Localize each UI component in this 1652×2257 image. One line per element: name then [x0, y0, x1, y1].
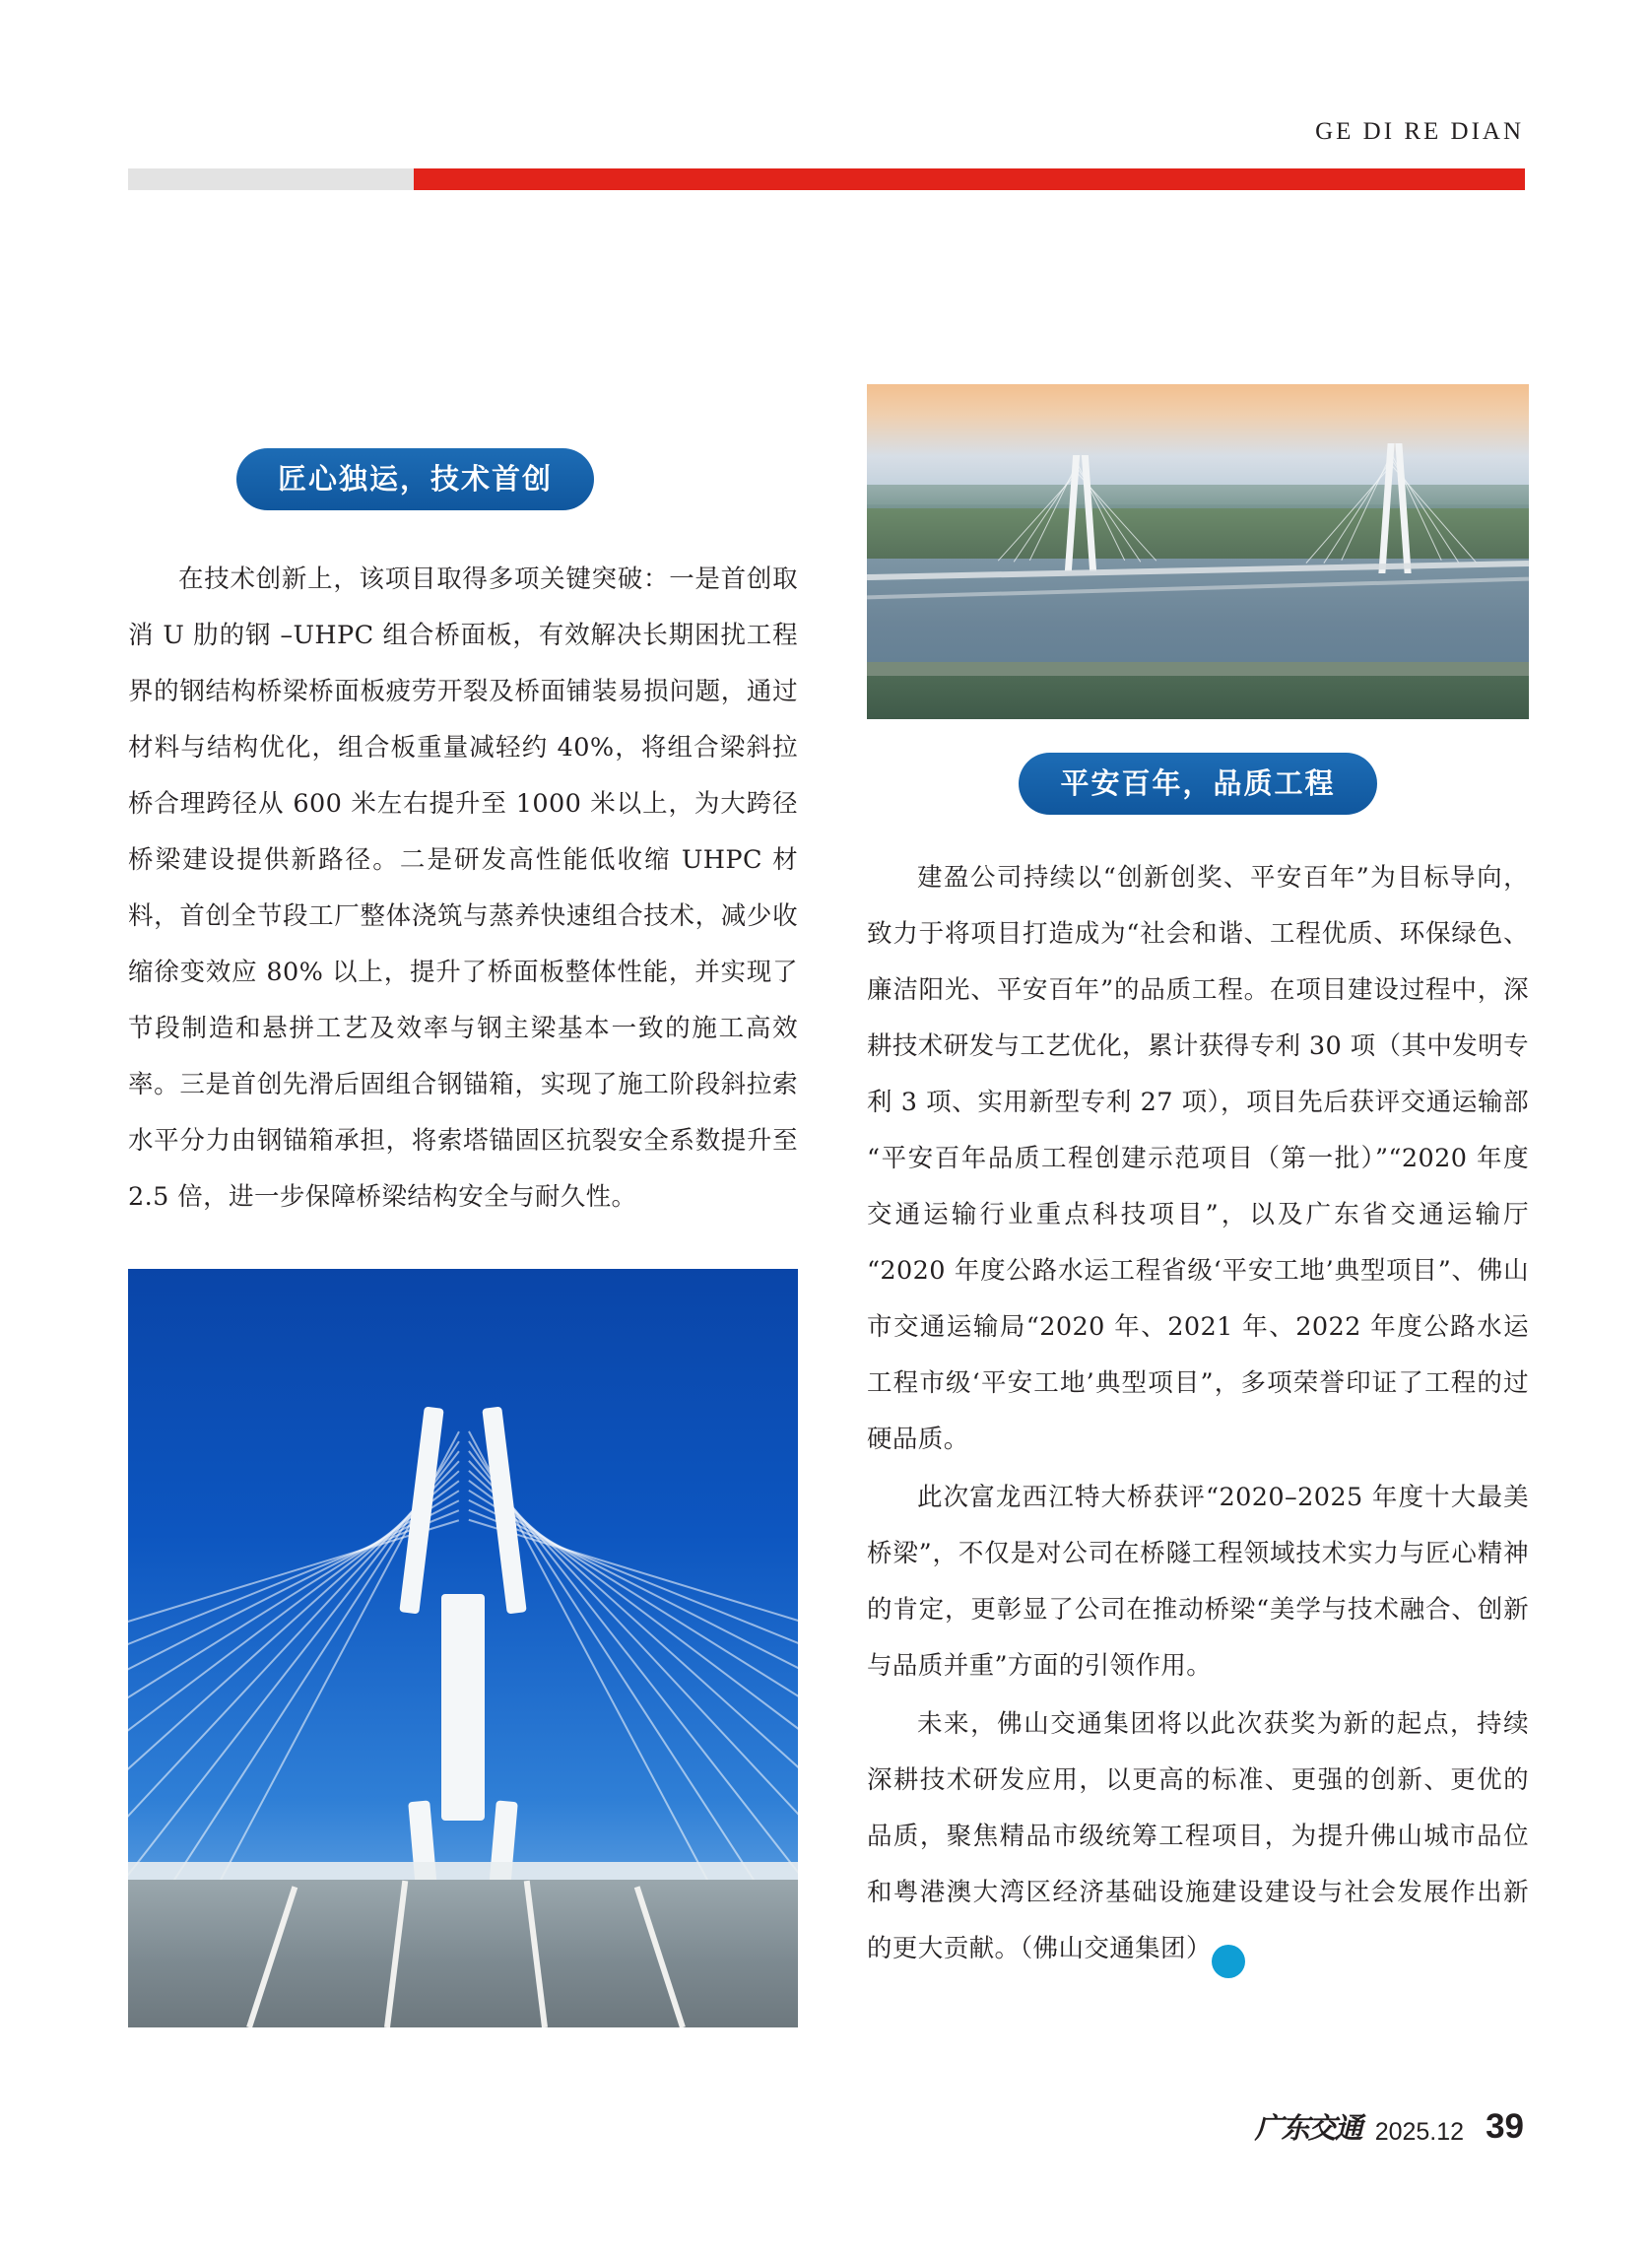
- riverbank-far: [867, 662, 1529, 676]
- section-heading-craftsmanship: 匠心独运，技术首创: [236, 448, 594, 510]
- right-paragraph-3: [867, 1696, 1529, 1978]
- right-paragraph-1: 建盈公司持续以“创新创奖、平安百年”为目标导向，致力于将项目打造成为“社会和谐、工程优质、环保绿色、廉洁阳光、平安百年”的品质工程。在项目建设过程中，深耕技术研发与工艺优化，累计获得专利 30 项（其中发明专利 3 项、实用新型专利 27 项），项目先后获评交通运输部“平安百年品质工程创建示范项目（第一批）”“2020 年度交通运输行业重点科技项目”，以及广东省交通运输厅“2020 年度公路水运工程省级‘平安工地’典型项目”、佛山市交通运输局“2020 年、2021 年、2022 年度公路水运工程市级‘平安工地’典型项目”，多项荣誉印证了工程的过硬品质。: [867, 862, 1529, 1454]
- bridge-aerial-photo: [867, 384, 1529, 719]
- right-heading-wrap: [867, 753, 1529, 815]
- left-heading-wrap: [236, 448, 798, 510]
- header-rule: [128, 168, 1525, 190]
- section-heading-quality: 平安百年，品质工程: [1019, 753, 1376, 815]
- right-paragraph-3-text: 未来，佛山交通集团将以此次获奖为新的起点，持续深耕技术研发应用，以更高的标准、更强的创新、更优的品质，聚焦精品市级统筹工程项目，为提升佛山城市品位和粤港澳大湾区经济基础设施建设建设与社会发展作出新的更大贡献。（佛山交通集团）: [867, 1708, 1529, 1963]
- issue-date: 2025.12: [1374, 2118, 1465, 2146]
- cta-logo-badge: CTA: [1212, 1945, 1245, 1978]
- bridge-tower-photo: [128, 1269, 798, 2027]
- page-number: 39: [1486, 2107, 1524, 2146]
- running-head: GE DI RE DIAN: [1315, 118, 1524, 145]
- page-footer: [1255, 2106, 1524, 2147]
- right-paragraph-2: 此次富龙西江特大桥获评“2020–2025 年度十大最美桥梁”，不仅是对公司在桥隧工程领域技术实力与匠心精神的肯定，更彰显了公司在推动桥梁“美学与技术融合、创新与品质并重”方面的引领作用。: [867, 1482, 1529, 1681]
- header-rule-grey: [128, 168, 414, 190]
- header-rule-red: [414, 168, 1525, 190]
- right-column: [867, 384, 1529, 1980]
- roadway: [128, 1880, 798, 2027]
- masthead-logo: 广东交通: [1254, 2111, 1361, 2145]
- pylon-shaft: [441, 1594, 485, 1821]
- left-paragraph-1: 在技术创新上，该项目取得多项关键突破：一是首创取消 U 肋的钢 –UHPC 组合桥面板，有效解决长期困扰工程界的钢结构桥梁桥面板疲劳开裂及桥面铺装易损问题，通过材料与结构优化，组合板重量减轻约 40%，将组合梁斜拉桥合理跨径从 600 米左右提升至 1000 米以上，为大跨径桥梁建设提供新路径。二是研发高性能低收缩 UHPC 材料，首创全节段工厂整体浇筑与蒸养快速组合技术，减少收缩徐变效应 80% 以上，提升了桥面板整体性能，并实现了节段制造和悬拼工艺及效率与钢主梁基本一致的施工高效率。三是首创先滑后固组合钢锚箱，实现了施工阶段斜拉索水平分力由钢锚箱承担，将索塔锚固区抗裂安全系数提升至 2.5 倍，进一步保障桥梁结构安全与耐久性。: [128, 564, 798, 1212]
- riverbank-near: [867, 676, 1529, 719]
- left-column: [128, 448, 798, 2027]
